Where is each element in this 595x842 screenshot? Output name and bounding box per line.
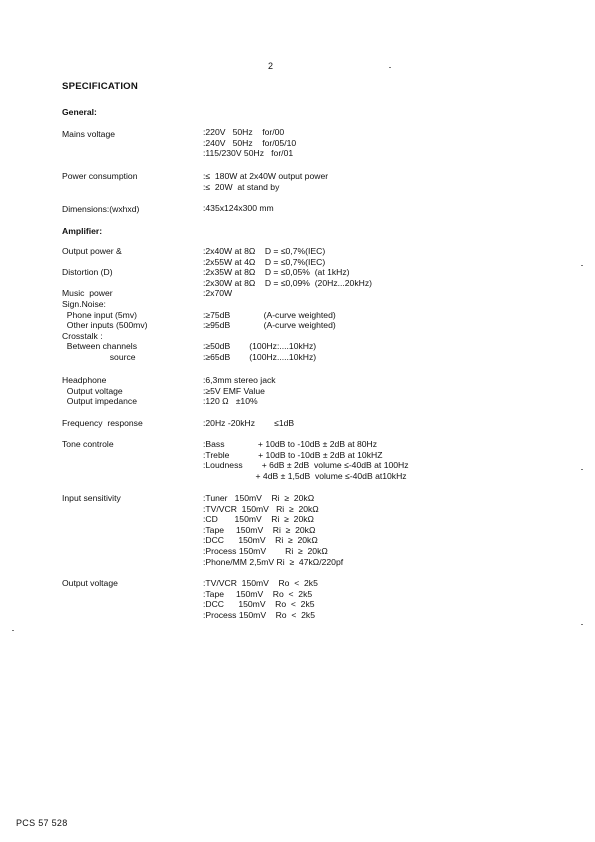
amp-label-line: Crosstalk : xyxy=(62,330,103,341)
amplifier-value-block xyxy=(203,246,372,363)
tone-value-block xyxy=(203,439,409,481)
mains-label-line: Mains voltage xyxy=(62,129,116,139)
scan-speck xyxy=(581,624,583,625)
tone-value-line: :Treble + 10dB to -10dB ± 2dB at 10kHZ xyxy=(203,449,383,460)
headphone-label-line: Output impedance xyxy=(62,396,138,407)
input-value-line: :Tape 150mV Ri ≥ 20kΩ xyxy=(203,524,316,535)
tone-value-line: + 4dB ± 1,5dB volume ≤-40dB at10kHz xyxy=(203,470,407,481)
dims-value-line: :435x124x300 mm xyxy=(203,203,274,213)
power-label-line: Power consumption xyxy=(62,171,138,181)
amp-label-line: Between channels xyxy=(62,341,138,352)
input-value-line: :Phone/MM 2,5mV Ri ≥ 47kΩ/220pf xyxy=(203,556,344,567)
mains-value-line: :240V 50Hz for/05/10 xyxy=(203,137,297,148)
freq-value-line: :20Hz -20kHz ≤1dB xyxy=(203,418,295,428)
amplifier-label-block xyxy=(62,246,148,363)
amp-value-line xyxy=(203,299,372,310)
amp-value-line: :≥95dB (A-curve weighted) xyxy=(203,320,336,331)
input-sensitivity-label-block xyxy=(62,493,121,504)
input-value-line: :CD 150mV Ri ≥ 20kΩ xyxy=(203,514,314,525)
input-label-line: Input sensitivity xyxy=(62,493,121,503)
output-value-line: :DCC 150mV Ro < 2k5 xyxy=(203,599,315,610)
power-value-line: :≤ 20W at stand by xyxy=(203,181,280,192)
amplifier-heading: Amplifier: xyxy=(62,226,103,236)
amp-label-line: source xyxy=(62,351,136,362)
headphone-value-line: :120 Ω ±10% xyxy=(203,396,258,407)
dimensions-label-block xyxy=(62,204,139,215)
headphone-value-line: :6,3mm stereo jack xyxy=(203,375,276,385)
power-value-line: :≤ 180W at 2x40W output power xyxy=(203,171,329,181)
dims-label-line: Dimensions:(wxhxd) xyxy=(62,204,140,214)
mains-value-line: :220V 50Hz for/00 xyxy=(203,127,285,137)
dimensions-value-block xyxy=(203,203,274,214)
amp-label-line: Output power & xyxy=(62,246,122,256)
output-value-line: :TV/VCR 150mV Ro < 2k5 xyxy=(203,578,318,588)
amp-value-line: :2x70W xyxy=(203,288,233,299)
mains-value-line: :115/230V 50Hz for/01 xyxy=(203,148,294,159)
amp-label-line: Sign.Noise: xyxy=(62,298,106,309)
input-value-line: :DCC 150mV Ri ≥ 20kΩ xyxy=(203,535,318,546)
input-value-line: :TV/VCR 150mV Ri ≥ 20kΩ xyxy=(203,503,319,514)
frequency-label-block xyxy=(62,418,143,429)
general-heading: General: xyxy=(62,107,97,117)
tone-label-line: Tone controle xyxy=(62,439,114,449)
output-voltage-value-block xyxy=(203,578,318,620)
tone-value-line: :Loudness + 6dB ± 2dB volume ≤-40dB at 100Hz xyxy=(203,460,409,471)
input-sensitivity-value-block xyxy=(203,493,343,567)
output-value-line: :Tape 150mV Ro < 2k5 xyxy=(203,588,313,599)
scan-speck xyxy=(12,630,14,631)
power-label-block xyxy=(62,171,137,182)
power-value-block xyxy=(203,171,328,192)
amp-value-line: :2x35W at 8Ω D = ≤0,05% (at 1kHz) xyxy=(203,267,350,278)
mains-value-block xyxy=(203,127,296,159)
amp-label-line xyxy=(62,257,148,268)
scan-speck xyxy=(581,469,583,470)
tone-value-line: :Bass + 10dB to -10dB ± 2dB at 80Hz xyxy=(203,439,378,449)
output-label-line: Output voltage xyxy=(62,578,118,588)
amp-label-line: Distortion (D) xyxy=(62,267,113,278)
amp-value-line xyxy=(203,331,372,342)
page-title: SPECIFICATION xyxy=(62,81,138,92)
tone-label-block xyxy=(62,439,114,450)
scan-speck xyxy=(581,265,583,266)
document-code: PCS 57 528 xyxy=(16,818,68,828)
frequency-value-block xyxy=(203,418,294,429)
input-value-line: :Tuner 150mV Ri ≥ 20kΩ xyxy=(203,493,315,503)
page-number: 2 xyxy=(268,61,274,71)
headphone-label-line: Output voltage xyxy=(62,385,123,396)
headphone-label-line: Headphone xyxy=(62,375,107,385)
amp-label-line: Phone input (5mv) xyxy=(62,309,137,320)
output-value-line: :Process 150mV Ro < 2k5 xyxy=(203,609,316,620)
mains-label-block xyxy=(62,129,115,140)
input-value-line: :Process 150mV Ri ≥ 20kΩ xyxy=(203,545,328,556)
amp-label-line: Music power xyxy=(62,288,113,299)
amp-value-line: :2x55W at 4Ω D = ≤0,7%(IEC) xyxy=(203,256,326,267)
amp-value-line: :≥50dB (100Hz:....10kHz) xyxy=(203,341,317,352)
amp-value-line: :≥65dB (100Hz.....10kHz) xyxy=(203,351,317,362)
amp-label-line: Other inputs (500mv) xyxy=(62,320,148,331)
headphone-label-block xyxy=(62,375,137,407)
amp-value-line: :2x40W at 8Ω D = ≤0,7%(IEC) xyxy=(203,246,326,256)
headphone-value-line: :≥5V EMF Value xyxy=(203,385,265,396)
headphone-value-block xyxy=(203,375,276,407)
amp-value-line: :≥75dB (A-curve weighted) xyxy=(203,309,336,320)
freq-label-line: Frequency response xyxy=(62,418,143,428)
output-voltage-label-block xyxy=(62,578,118,589)
amp-label-line xyxy=(62,278,148,289)
scan-speck xyxy=(389,67,391,68)
amp-value-line: :2x30W at 8Ω D = ≤0,09% (20Hz...20kHz) xyxy=(203,277,372,288)
